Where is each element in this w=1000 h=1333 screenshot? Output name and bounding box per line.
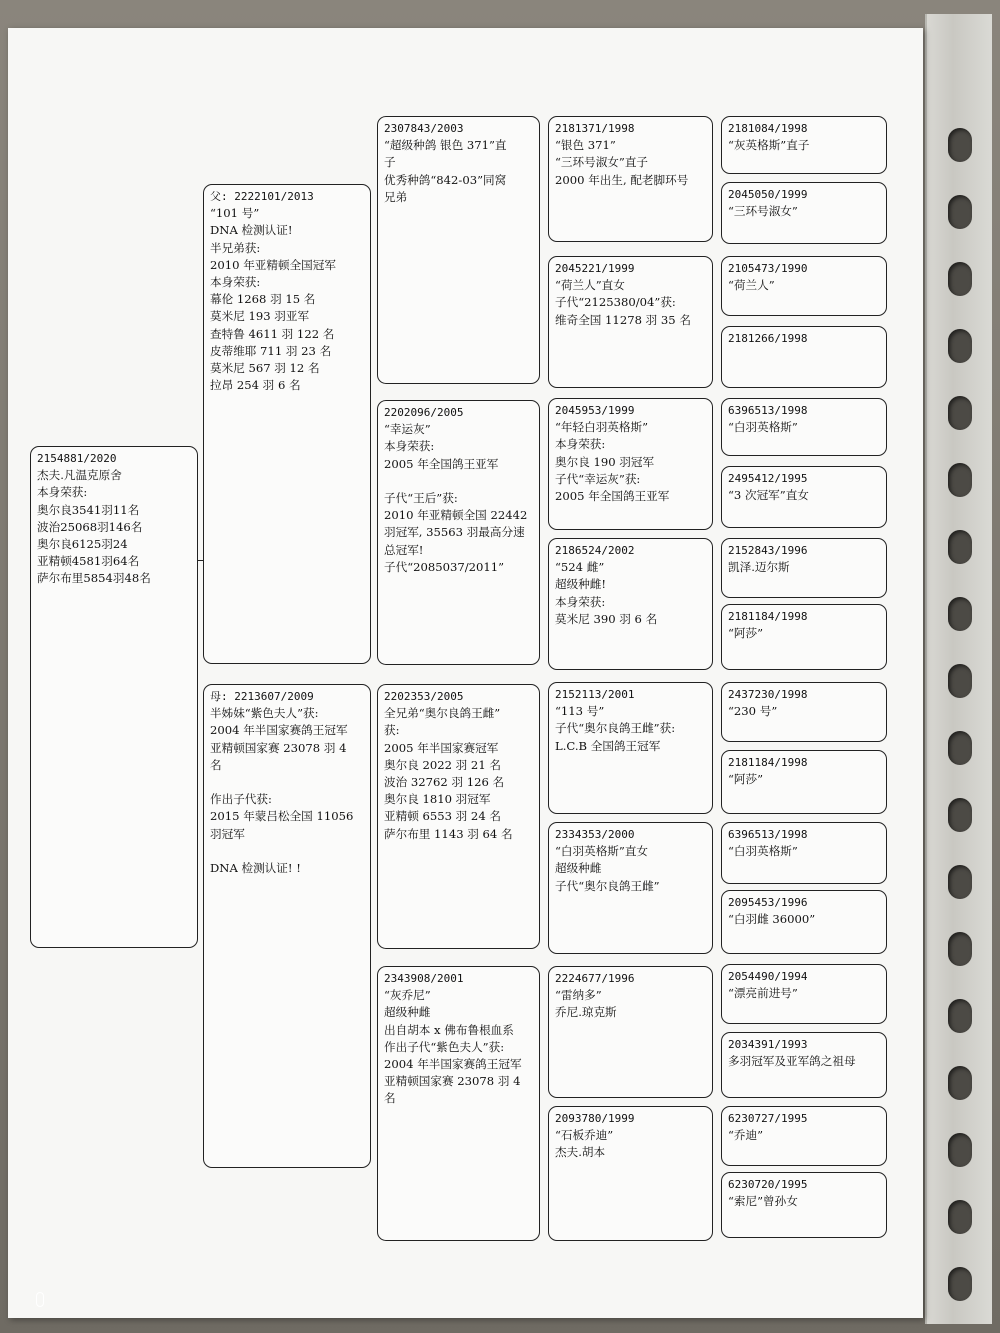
pedigree-line: 2000 年出生, 配老脚环号 bbox=[555, 172, 689, 187]
ring-number: 6396513/1998 bbox=[728, 404, 808, 417]
binder-hole bbox=[948, 664, 972, 698]
great-grandparent-box-7 bbox=[548, 966, 713, 1098]
pedigree-line: 拉昂 254 羽 6 名 bbox=[210, 378, 301, 393]
pedigree-line: 亚精顿国家赛 23078 羽 4 bbox=[210, 740, 347, 755]
ring-number: 2181371/1998 bbox=[555, 122, 635, 135]
ring-number: 2307843/2003 bbox=[384, 122, 464, 135]
ring-number: 2334353/2000 bbox=[555, 828, 635, 841]
pedigree-line: 亚精顿4581羽64名 bbox=[37, 554, 140, 569]
binder-hole bbox=[948, 262, 972, 296]
pedigree-line: 查特鲁 4611 羽 122 名 bbox=[210, 326, 335, 341]
pedigree-line: “超级种鸽 银色 371”直 bbox=[384, 138, 507, 153]
gen5-ancestor-box-3 bbox=[721, 256, 887, 316]
grandparent-box-2 bbox=[377, 400, 540, 665]
binder-hole bbox=[948, 396, 972, 430]
pedigree-line: 2015 年蒙吕松全国 11056 bbox=[210, 809, 354, 824]
pedigree-line: 2005 年全国鸽王亚军 bbox=[384, 456, 499, 471]
ring-number: 2045953/1999 bbox=[555, 404, 635, 417]
great-grandparent-box-1 bbox=[548, 116, 713, 242]
pedigree-line: “索尼”曾孙女 bbox=[728, 1194, 798, 1209]
pedigree-line: DNA 检测认证! bbox=[210, 223, 293, 238]
pedigree-line: “灰乔尼” bbox=[384, 988, 431, 1003]
pedigree-line: 2010 年亚精顿全国冠军 bbox=[210, 257, 336, 272]
pedigree-line: 亚精顿 6553 羽 24 名 bbox=[384, 809, 501, 824]
gen5-ancestor-box-4 bbox=[721, 326, 887, 388]
pedigree-line: 子代“2085037/2011” bbox=[384, 559, 505, 574]
pedigree-line: “3 次冠军”直女 bbox=[728, 488, 809, 503]
pedigree-line: 子代“幸运灰”获: bbox=[555, 471, 641, 486]
pedigree-line: 子代“奥尔良鸽王雌” bbox=[555, 878, 660, 893]
pedigree-line: 奥尔良 2022 羽 21 名 bbox=[384, 757, 501, 772]
ring-number: 2202353/2005 bbox=[384, 690, 464, 703]
ring-number: 2045221/1999 bbox=[555, 262, 635, 275]
pedigree-line: 作出子代“紫色夫人”获: bbox=[384, 1039, 505, 1054]
pedigree-line: “524 雌” bbox=[555, 560, 605, 575]
pedigree-line: 奥尔良6125羽24 bbox=[37, 537, 128, 552]
pedigree-line: “三环号淑女” bbox=[728, 204, 798, 219]
ring-number: 2152113/2001 bbox=[555, 688, 635, 701]
pedigree-line: “白羽英格斯” bbox=[728, 844, 798, 859]
binder-hole bbox=[948, 865, 972, 899]
pedigree-line: “荷兰人”直女 bbox=[555, 278, 625, 293]
pedigree-line: 多羽冠军及亚军鸽之祖母 bbox=[728, 1054, 856, 1069]
gen5-ancestor-box-6 bbox=[721, 466, 887, 528]
pedigree-line: 奥尔良 1810 羽冠军 bbox=[384, 792, 491, 807]
pedigree-line: “阿莎” bbox=[728, 626, 764, 641]
pedigree-line: DNA 检测认证! ! bbox=[210, 861, 301, 876]
binder-hole bbox=[948, 329, 972, 363]
pedigree-line: “三环号淑女”直子 bbox=[555, 155, 649, 170]
pedigree-line: 维奇全国 11278 羽 35 名 bbox=[555, 312, 691, 327]
pedigree-line: “幸运灰” bbox=[384, 422, 431, 437]
pedigree-line: 2004 年半国家赛鸽王冠军 bbox=[384, 1057, 522, 1072]
ring-number: 2181266/1998 bbox=[728, 332, 808, 345]
pedigree-line: 优秀种鸽“842-03”同窝 bbox=[384, 172, 507, 187]
ring-number: 2186524/2002 bbox=[555, 544, 635, 557]
ring-number: 2343908/2001 bbox=[384, 972, 464, 985]
binder-hole bbox=[948, 1133, 972, 1167]
pedigree-line: “荷兰人” bbox=[728, 278, 775, 293]
pedigree-line: 作出子代获: bbox=[210, 792, 272, 807]
pedigree-line: 本身荣获: bbox=[555, 594, 606, 609]
ring-number: 6230720/1995 bbox=[728, 1178, 808, 1191]
binder-hole bbox=[948, 463, 972, 497]
pedigree-line: “灰英格斯”直子 bbox=[728, 138, 810, 153]
gen5-ancestor-box-16 bbox=[721, 1172, 887, 1238]
pedigree-line: 奥尔良 190 羽冠军 bbox=[555, 454, 655, 469]
subject-pigeon-box bbox=[30, 446, 198, 948]
binder-hole bbox=[948, 128, 972, 162]
pedigree-line: “石板乔迪” bbox=[555, 1128, 614, 1143]
gen5-ancestor-box-10 bbox=[721, 750, 887, 814]
binder-hole bbox=[948, 597, 972, 631]
pedigree-line: “白羽雌 36000” bbox=[728, 912, 816, 927]
pedigree-line bbox=[384, 473, 533, 490]
great-grandparent-box-4 bbox=[548, 538, 713, 670]
pedigree-line: 全兄弟“奥尔良鸽王雌” bbox=[384, 706, 501, 721]
great-grandparent-box-6 bbox=[548, 822, 713, 954]
ring-number: 2437230/1998 bbox=[728, 688, 808, 701]
pedigree-line: 杰夫.胡本 bbox=[555, 1145, 606, 1160]
pedigree-line: 兄弟 bbox=[384, 189, 408, 204]
pedigree-line: 本身荣获: bbox=[210, 275, 261, 290]
pedigree-line: “阿莎” bbox=[728, 772, 764, 787]
pedigree-line: 皮蒂维耶 711 羽 23 名 bbox=[210, 343, 332, 358]
great-grandparent-box-5 bbox=[548, 682, 713, 814]
grandparent-box-1 bbox=[377, 116, 540, 384]
ring-number: 2224677/1996 bbox=[555, 972, 635, 985]
gen5-ancestor-box-2 bbox=[721, 182, 887, 244]
ring-number: 母: 2213607/2009 bbox=[210, 690, 314, 703]
gen5-ancestor-box-1 bbox=[721, 116, 887, 174]
gen5-ancestor-box-5 bbox=[721, 398, 887, 456]
binder-hole bbox=[948, 731, 972, 765]
grandparent-box-4 bbox=[377, 966, 540, 1241]
pedigree-line: “雷纳多” bbox=[555, 988, 602, 1003]
ring-number: 2034391/1993 bbox=[728, 1038, 808, 1051]
pedigree-line: 2005 年半国家赛冠军 bbox=[384, 740, 499, 755]
pedigree-line: 出自胡本 x 佛布鲁根血系 bbox=[384, 1022, 514, 1037]
pedigree-line: L.C.B 全国鸽王冠军 bbox=[555, 738, 661, 753]
pedigree-line: 羽冠军 bbox=[210, 826, 245, 841]
ring-number: 2154881/2020 bbox=[37, 452, 117, 465]
pedigree-line: 莫米尼 193 羽亚军 bbox=[210, 309, 310, 324]
pedigree-line: “年轻白羽英格斯” bbox=[555, 420, 649, 435]
ring-number: 2093780/1999 bbox=[555, 1112, 635, 1125]
pedigree-line: 2010 年亚精顿全国 22442 bbox=[384, 508, 528, 523]
pedigree-line: 幕伦 1268 羽 15 名 bbox=[210, 292, 316, 307]
gen5-ancestor-box-11 bbox=[721, 822, 887, 884]
ring-number: 2095453/1996 bbox=[728, 896, 808, 909]
gen5-ancestor-box-15 bbox=[721, 1106, 887, 1166]
binder-hole bbox=[948, 932, 972, 966]
ring-number: 6230727/1995 bbox=[728, 1112, 808, 1125]
ring-number: 2105473/1990 bbox=[728, 262, 808, 275]
pedigree-line: “银色 371” bbox=[555, 138, 616, 153]
pedigree-line: “101 号” bbox=[210, 206, 260, 221]
pedigree-line: “漂亮前进号” bbox=[728, 986, 798, 1001]
pedigree-line bbox=[210, 774, 364, 791]
binder-hole bbox=[948, 530, 972, 564]
binder-hole bbox=[948, 195, 972, 229]
pedigree-line: 莫米尼 567 羽 12 名 bbox=[210, 361, 320, 376]
pedigree-line: 波治 32762 羽 126 名 bbox=[384, 775, 505, 790]
gen5-ancestor-box-8 bbox=[721, 604, 887, 670]
pedigree-line: 杰夫.凡温克原舍 bbox=[37, 468, 122, 483]
pedigree-line: 2004 年半国家赛鸽王冠军 bbox=[210, 723, 348, 738]
pedigree-line: 凯泽.迈尔斯 bbox=[728, 560, 790, 575]
pedigree-line: 2005 年全国鸽王亚军 bbox=[555, 489, 670, 504]
pedigree-line: 乔尼.琼克斯 bbox=[555, 1005, 617, 1020]
pedigree-line: 子 bbox=[384, 155, 396, 170]
pedigree-line: 奥尔良3541羽11名 bbox=[37, 502, 140, 517]
ring-number: 2495412/1995 bbox=[728, 472, 808, 485]
dam-box bbox=[203, 684, 371, 1168]
pedigree-line: “乔迪” bbox=[728, 1128, 764, 1143]
pedigree-line bbox=[210, 843, 364, 860]
binder-hole bbox=[948, 999, 972, 1033]
page-title bbox=[340, 62, 346, 86]
watermark-5g-badge bbox=[36, 1292, 44, 1307]
binder-hole bbox=[948, 1200, 972, 1234]
pedigree-line: “230 号” bbox=[728, 704, 778, 719]
binder-hole bbox=[948, 798, 972, 832]
gen5-ancestor-box-13 bbox=[721, 964, 887, 1024]
pedigree-line: “白羽英格斯” bbox=[728, 420, 798, 435]
ring-number: 6396513/1998 bbox=[728, 828, 808, 841]
pedigree-line: 超级种雌 bbox=[555, 861, 602, 876]
pedigree-line: 半兄弟获: bbox=[210, 240, 261, 255]
pedigree-line: 本身荣获: bbox=[555, 437, 606, 452]
binder-hole bbox=[948, 1267, 972, 1301]
pedigree-line: 半姊妹“紫色夫人”获: bbox=[210, 706, 319, 721]
ring-number: 父: 2222101/2013 bbox=[210, 190, 314, 203]
great-grandparent-box-3 bbox=[548, 398, 713, 530]
pedigree-line: 总冠军! bbox=[384, 542, 424, 557]
camera-watermark bbox=[30, 1284, 44, 1312]
pedigree-line: “113 号” bbox=[555, 704, 605, 719]
ring-number: 2181184/1998 bbox=[728, 756, 808, 769]
pedigree-line: 本身荣获: bbox=[384, 439, 435, 454]
pedigree-line: 本身荣获: bbox=[37, 485, 88, 500]
pedigree-line: 萨尔布里 1143 羽 64 名 bbox=[384, 826, 513, 841]
pedigree-line: 名 bbox=[210, 757, 222, 772]
pedigree-line: 获: bbox=[384, 723, 400, 738]
great-grandparent-box-2 bbox=[548, 256, 713, 388]
gen5-ancestor-box-7 bbox=[721, 538, 887, 598]
sire-box bbox=[203, 184, 371, 664]
gen5-ancestor-box-9 bbox=[721, 682, 887, 742]
pedigree-line: 萨尔布里5854羽48名 bbox=[37, 571, 151, 586]
ring-number: 2045050/1999 bbox=[728, 188, 808, 201]
gen5-ancestor-box-14 bbox=[721, 1032, 887, 1098]
pedigree-line: 超级种雌! bbox=[555, 577, 607, 592]
pedigree-line: 名 bbox=[384, 1091, 396, 1106]
ring-number: 2202096/2005 bbox=[384, 406, 464, 419]
pedigree-line: 超级种雌 bbox=[384, 1005, 431, 1020]
pedigree-line: 子代“奥尔良鸽王雌”获: bbox=[555, 721, 676, 736]
pedigree-line: 莫米尼 390 羽 6 名 bbox=[555, 611, 658, 626]
pedigree-line: 子代“王后”获: bbox=[384, 491, 458, 506]
grandparent-box-3 bbox=[377, 684, 540, 949]
ring-number: 2054490/1994 bbox=[728, 970, 808, 983]
pedigree-line: 子代“2125380/04”获: bbox=[555, 295, 676, 310]
pedigree-line: 波治25068羽146名 bbox=[37, 519, 143, 534]
gen5-ancestor-box-12 bbox=[721, 890, 887, 954]
ring-number: 2152843/1996 bbox=[728, 544, 808, 557]
pedigree-line: 亚精顿国家赛 23078 羽 4 bbox=[384, 1074, 521, 1089]
pedigree-line: “白羽英格斯”直女 bbox=[555, 844, 649, 859]
binder-hole bbox=[948, 1066, 972, 1100]
ring-number: 2181084/1998 bbox=[728, 122, 808, 135]
ring-number: 2181184/1998 bbox=[728, 610, 808, 623]
pedigree-line: 羽冠军, 35563 羽最高分速 bbox=[384, 525, 525, 540]
great-grandparent-box-8 bbox=[548, 1106, 713, 1241]
